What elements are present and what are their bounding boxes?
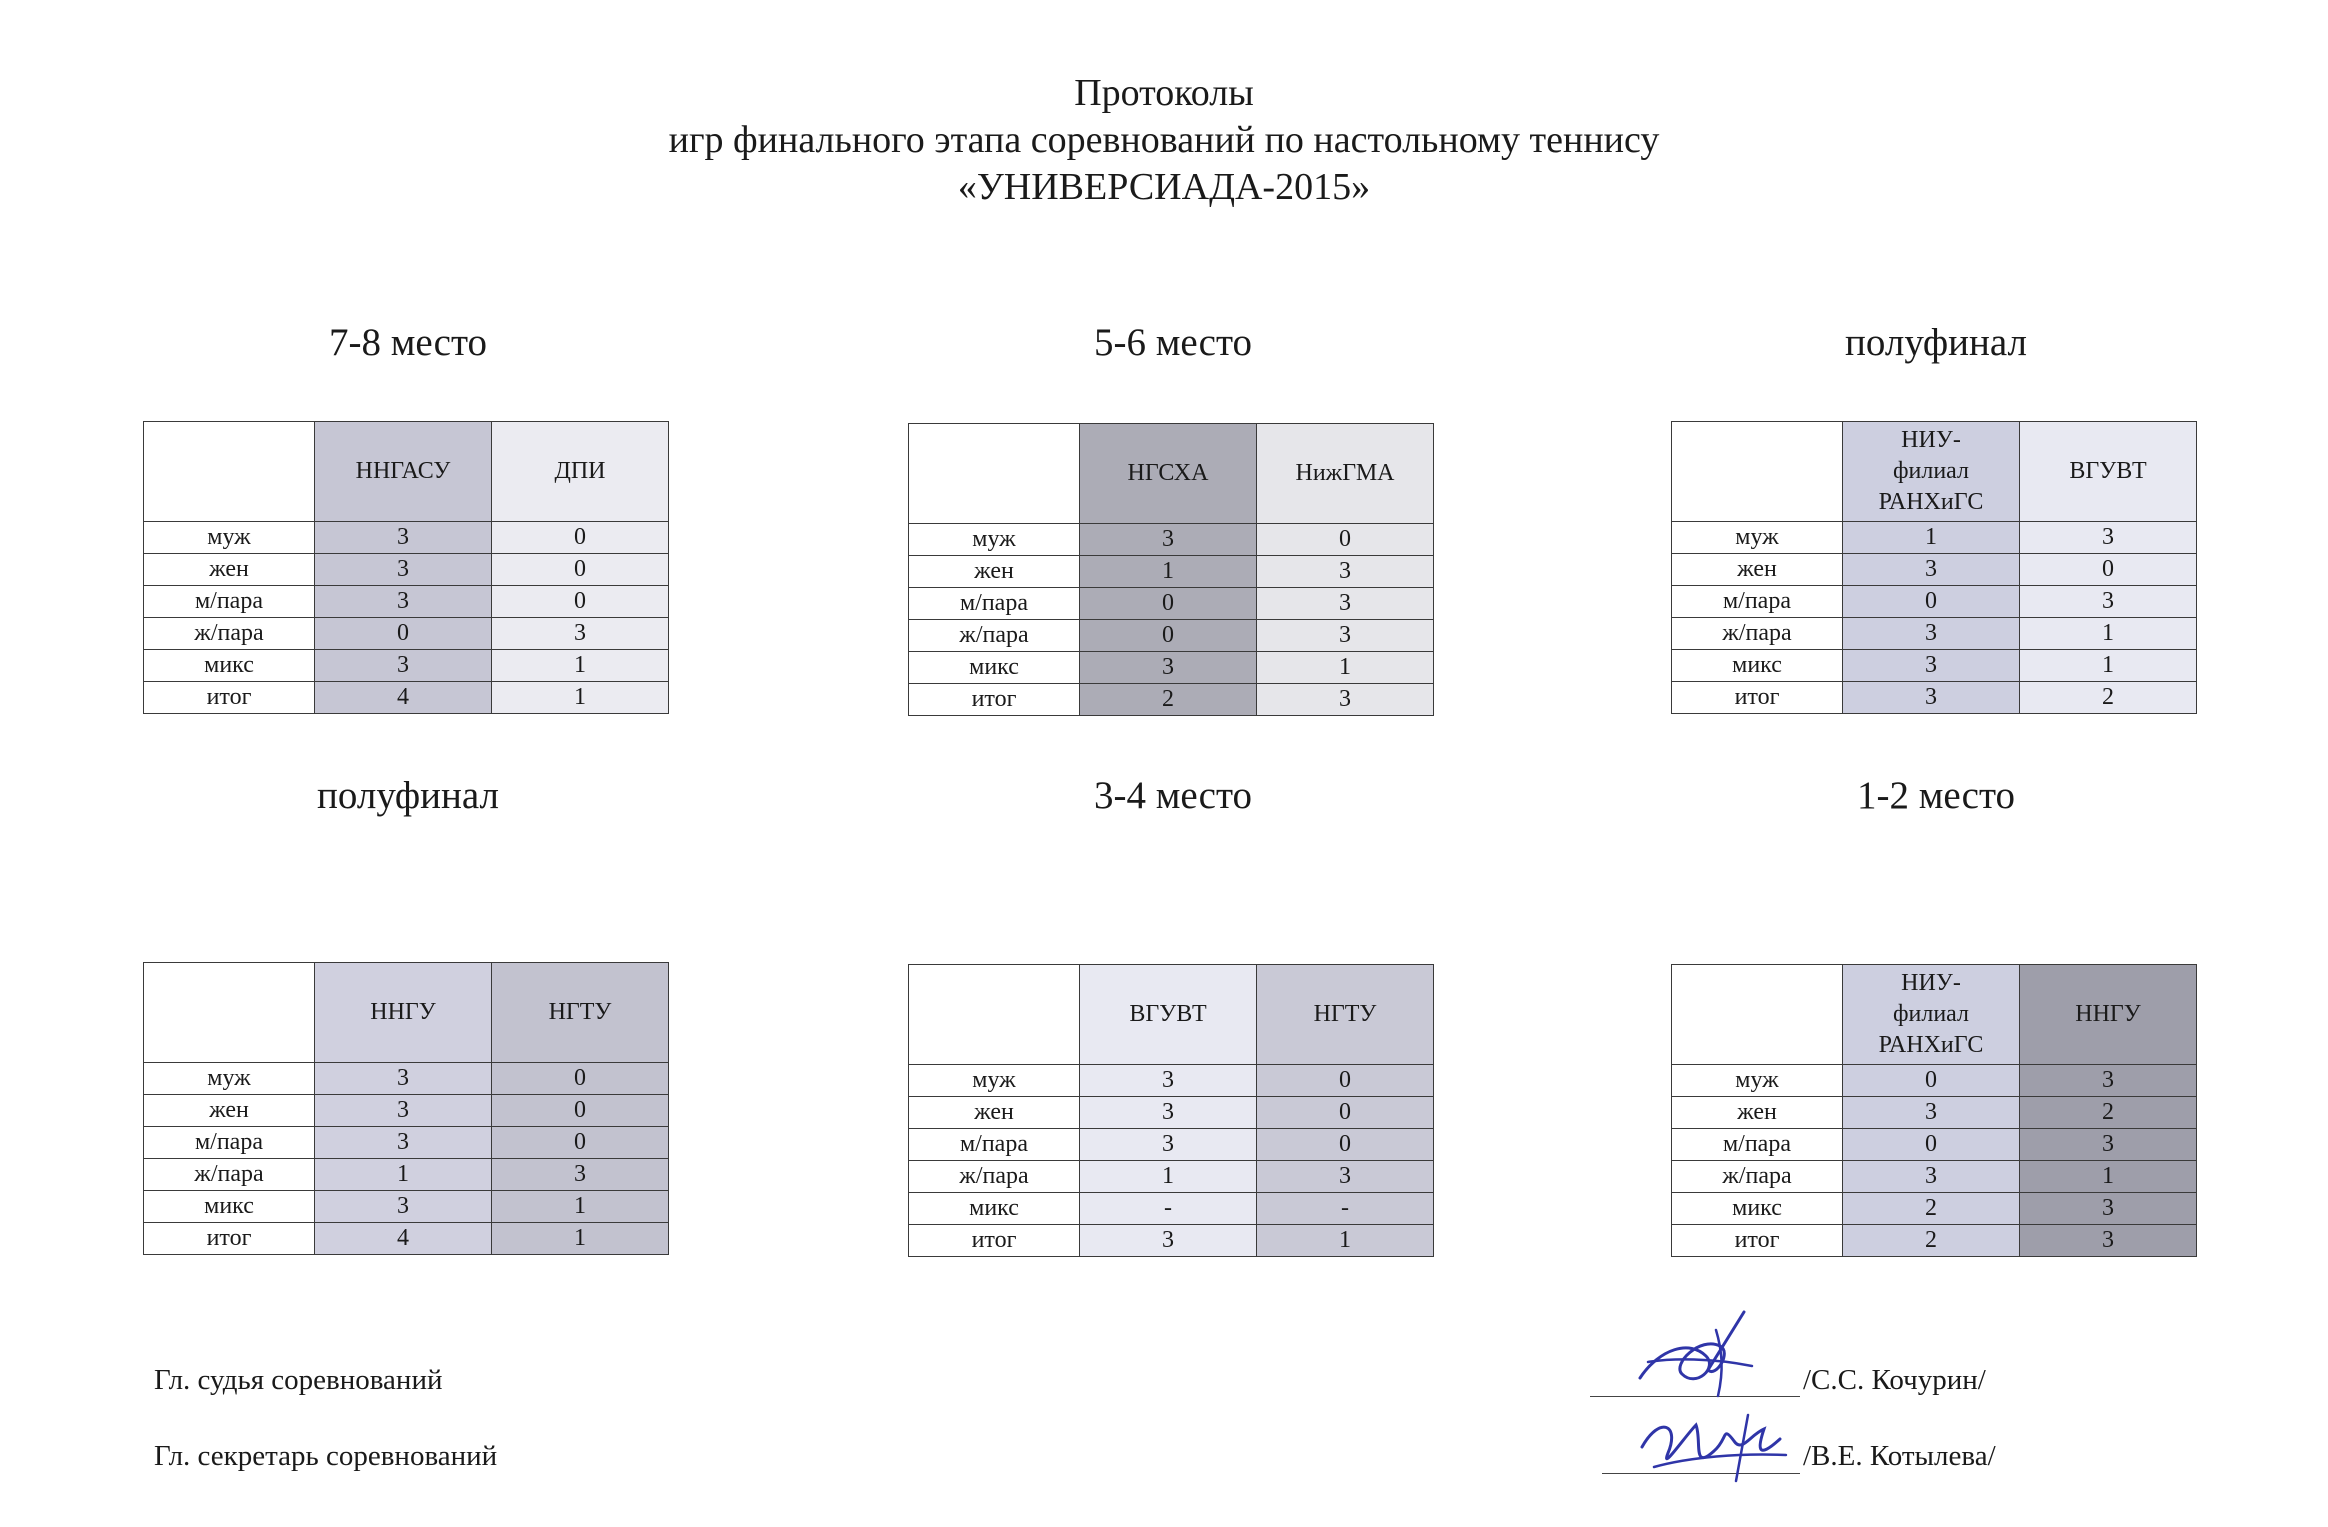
- chief-secretary-name: /В.Е. Котылева/: [1803, 1440, 1996, 1472]
- table-corner: [144, 963, 315, 1063]
- row-label: итог: [909, 1225, 1080, 1257]
- score-cell: 1: [492, 650, 669, 682]
- score-cell: 1: [2020, 618, 2197, 650]
- team-header: НГТУ: [1257, 965, 1434, 1065]
- score-cell: 3: [1257, 588, 1434, 620]
- section-title: 1-2 место: [1856, 774, 2016, 817]
- section-title: 3-4 место: [1093, 774, 1253, 817]
- table-row: [144, 586, 669, 618]
- row-label: м/пара: [909, 1129, 1080, 1161]
- document-header: [0, 70, 2328, 211]
- score-cell: 0: [1257, 1065, 1434, 1097]
- score-cell: 0: [1843, 1129, 2020, 1161]
- table-row: [909, 620, 1434, 652]
- table-row: [1672, 1225, 2197, 1257]
- score-cell: 0: [492, 554, 669, 586]
- row-label: ж/пара: [909, 1161, 1080, 1193]
- row-label: жен: [909, 556, 1080, 588]
- score-cell: 1: [1080, 1161, 1257, 1193]
- score-cell: 3: [1843, 1097, 2020, 1129]
- table-row: [144, 1095, 669, 1127]
- score-cell: 3: [1257, 556, 1434, 588]
- score-table: [143, 421, 669, 714]
- score-cell: 0: [1257, 524, 1434, 556]
- table-row: [909, 1097, 1434, 1129]
- score-cell: 3: [2020, 1193, 2197, 1225]
- secretary-signature-icon: [1630, 1395, 1800, 1495]
- score-cell: 1: [492, 1191, 669, 1223]
- score-cell: 0: [1257, 1097, 1434, 1129]
- score-cell: 3: [2020, 1065, 2197, 1097]
- score-cell: 3: [315, 1127, 492, 1159]
- row-label: микс: [909, 1193, 1080, 1225]
- score-cell: 0: [492, 1127, 669, 1159]
- table-row: [1672, 1129, 2197, 1161]
- row-label: м/пара: [144, 586, 315, 618]
- score-cell: 3: [315, 1063, 492, 1095]
- row-label: муж: [909, 524, 1080, 556]
- score-cell: 1: [492, 682, 669, 714]
- row-label: муж: [1672, 1065, 1843, 1097]
- table-row: [1672, 1161, 2197, 1193]
- row-label: м/пара: [909, 588, 1080, 620]
- score-cell: 1: [492, 1223, 669, 1255]
- score-cell: 0: [1843, 1065, 2020, 1097]
- score-cell: 0: [492, 1095, 669, 1127]
- header-line-2: игр финального этапа соревнований по настольному теннису: [668, 119, 1660, 161]
- table-corner: [1672, 422, 1843, 522]
- score-cell: 3: [2020, 586, 2197, 618]
- score-cell: 1: [315, 1159, 492, 1191]
- score-cell: -: [1080, 1193, 1257, 1225]
- score-cell: 0: [492, 522, 669, 554]
- row-label: муж: [144, 522, 315, 554]
- score-cell: 3: [1843, 682, 2020, 714]
- table-corner: [1672, 965, 1843, 1065]
- row-label: жен: [144, 554, 315, 586]
- row-label: муж: [909, 1065, 1080, 1097]
- score-table: [143, 962, 669, 1255]
- score-table: [908, 423, 1434, 716]
- row-label: микс: [1672, 650, 1843, 682]
- chief-secretary-label: Гл. секретарь соревнований: [154, 1440, 498, 1472]
- score-cell: 3: [315, 586, 492, 618]
- score-cell: 1: [1257, 1225, 1434, 1257]
- section-title: 5-6 место: [1093, 321, 1253, 364]
- header-line-1: Протоколы: [1074, 72, 1254, 114]
- table-row: [909, 684, 1434, 716]
- score-cell: 1: [1257, 652, 1434, 684]
- row-label: ж/пара: [909, 620, 1080, 652]
- row-label: микс: [144, 1191, 315, 1223]
- score-cell: 0: [492, 586, 669, 618]
- row-label: жен: [1672, 1097, 1843, 1129]
- score-cell: 3: [2020, 1225, 2197, 1257]
- score-cell: 2: [1080, 684, 1257, 716]
- table-row: [144, 682, 669, 714]
- row-label: жен: [909, 1097, 1080, 1129]
- table-row: [144, 522, 669, 554]
- row-label: м/пара: [1672, 1129, 1843, 1161]
- table-row: [909, 524, 1434, 556]
- table-row: [144, 554, 669, 586]
- score-cell: 3: [1843, 650, 2020, 682]
- score-cell: 0: [492, 1063, 669, 1095]
- score-cell: 2: [1843, 1193, 2020, 1225]
- score-cell: 3: [1257, 684, 1434, 716]
- table-row: [909, 556, 1434, 588]
- row-label: итог: [909, 684, 1080, 716]
- row-label: микс: [909, 652, 1080, 684]
- score-cell: 3: [1080, 652, 1257, 684]
- score-cell: 3: [1080, 1097, 1257, 1129]
- score-cell: -: [1257, 1193, 1434, 1225]
- judge-signature-icon: [1620, 1300, 1780, 1410]
- section-title: 7-8 место: [328, 321, 488, 364]
- table-row: [144, 1223, 669, 1255]
- table-row: [144, 618, 669, 650]
- score-cell: 3: [1843, 1161, 2020, 1193]
- row-label: микс: [144, 650, 315, 682]
- score-cell: 3: [1080, 1065, 1257, 1097]
- row-label: итог: [144, 682, 315, 714]
- score-cell: 3: [315, 554, 492, 586]
- team-header: НижГМА: [1257, 424, 1434, 524]
- score-cell: 1: [1843, 522, 2020, 554]
- row-label: муж: [144, 1063, 315, 1095]
- score-cell: 3: [492, 618, 669, 650]
- row-label: итог: [144, 1223, 315, 1255]
- row-label: м/пара: [1672, 586, 1843, 618]
- score-cell: 0: [315, 618, 492, 650]
- score-cell: 2: [1843, 1225, 2020, 1257]
- table-row: [909, 1129, 1434, 1161]
- score-cell: 0: [1080, 620, 1257, 652]
- team-header: НГСХА: [1080, 424, 1257, 524]
- score-table: [908, 964, 1434, 1257]
- table-row: [1672, 1097, 2197, 1129]
- score-cell: 3: [315, 1191, 492, 1223]
- table-row: [1672, 554, 2197, 586]
- table-corner: [909, 965, 1080, 1065]
- table-row: [1672, 522, 2197, 554]
- score-cell: 3: [2020, 522, 2197, 554]
- table-row: [909, 1065, 1434, 1097]
- table-row: [144, 650, 669, 682]
- score-cell: 4: [315, 682, 492, 714]
- score-cell: 0: [1843, 586, 2020, 618]
- score-cell: 2: [2020, 682, 2197, 714]
- row-label: жен: [144, 1095, 315, 1127]
- score-cell: 3: [1080, 524, 1257, 556]
- team-header: ВГУВТ: [1080, 965, 1257, 1065]
- team-header: ВГУВТ: [2020, 422, 2197, 522]
- score-cell: 3: [1257, 620, 1434, 652]
- table-row: [1672, 1193, 2197, 1225]
- table-row: [909, 588, 1434, 620]
- score-cell: 0: [2020, 554, 2197, 586]
- table-row: [1672, 618, 2197, 650]
- row-label: ж/пара: [1672, 618, 1843, 650]
- score-cell: 3: [492, 1159, 669, 1191]
- score-cell: 3: [315, 522, 492, 554]
- score-cell: 1: [1080, 556, 1257, 588]
- row-label: ж/пара: [1672, 1161, 1843, 1193]
- row-label: итог: [1672, 1225, 1843, 1257]
- score-cell: 3: [1080, 1225, 1257, 1257]
- score-cell: 0: [1080, 588, 1257, 620]
- header-line-3: «УНИВЕРСИАДА-2015»: [957, 166, 1371, 208]
- chief-judge-label: Гл. судья соревнований: [154, 1364, 443, 1396]
- table-row: [909, 1161, 1434, 1193]
- team-header: НИУ- филиал РАНХиГС: [1843, 422, 2020, 522]
- section-title: полуфинал: [1845, 321, 2027, 364]
- table-row: [1672, 682, 2197, 714]
- score-cell: 3: [1257, 1161, 1434, 1193]
- row-label: итог: [1672, 682, 1843, 714]
- score-cell: 1: [2020, 1161, 2197, 1193]
- section-title: полуфинал: [317, 774, 499, 817]
- score-cell: 0: [1257, 1129, 1434, 1161]
- team-header: ННГАСУ: [315, 422, 492, 522]
- chief-judge-name: /С.С. Кочурин/: [1803, 1364, 1986, 1396]
- score-cell: 3: [315, 1095, 492, 1127]
- table-row: [1672, 1065, 2197, 1097]
- table-row: [909, 652, 1434, 684]
- score-cell: 3: [2020, 1129, 2197, 1161]
- score-table: [1671, 421, 2197, 714]
- score-cell: 3: [315, 650, 492, 682]
- table-corner: [909, 424, 1080, 524]
- team-header: НИУ- филиал РАНХиГС: [1843, 965, 2020, 1065]
- table-row: [144, 1159, 669, 1191]
- row-label: муж: [1672, 522, 1843, 554]
- row-label: микс: [1672, 1193, 1843, 1225]
- score-cell: 3: [1843, 618, 2020, 650]
- team-header: ННГУ: [315, 963, 492, 1063]
- row-label: ж/пара: [144, 1159, 315, 1191]
- score-cell: 3: [1080, 1129, 1257, 1161]
- table-row: [909, 1193, 1434, 1225]
- table-corner: [144, 422, 315, 522]
- table-row: [144, 1063, 669, 1095]
- table-row: [144, 1127, 669, 1159]
- team-header: ДПИ: [492, 422, 669, 522]
- table-row: [909, 1225, 1434, 1257]
- score-cell: 1: [2020, 650, 2197, 682]
- row-label: ж/пара: [144, 618, 315, 650]
- table-row: [144, 1191, 669, 1223]
- team-header: ННГУ: [2020, 965, 2197, 1065]
- score-cell: 4: [315, 1223, 492, 1255]
- table-row: [1672, 650, 2197, 682]
- row-label: м/пара: [144, 1127, 315, 1159]
- row-label: жен: [1672, 554, 1843, 586]
- table-row: [1672, 586, 2197, 618]
- score-table: [1671, 964, 2197, 1257]
- score-cell: 3: [1843, 554, 2020, 586]
- team-header: НГТУ: [492, 963, 669, 1063]
- score-cell: 2: [2020, 1097, 2197, 1129]
